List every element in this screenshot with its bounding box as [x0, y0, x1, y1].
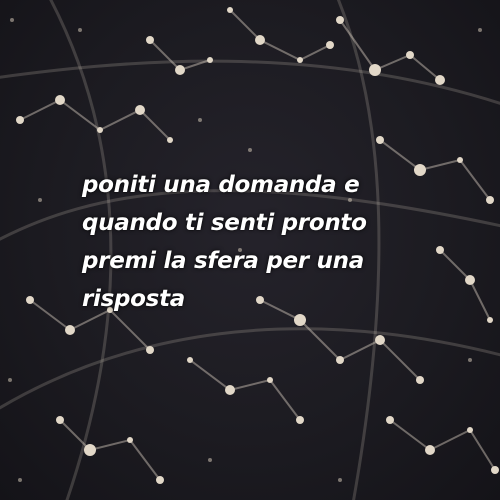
instruction-line-1: poniti una domanda e — [82, 172, 360, 198]
instruction-line-3: premi la sfera per una — [82, 248, 364, 274]
instruction-line-2: quando ti senti pronto — [82, 210, 367, 236]
instruction-text — [82, 166, 482, 318]
instruction-line-4: risposta — [82, 286, 185, 312]
